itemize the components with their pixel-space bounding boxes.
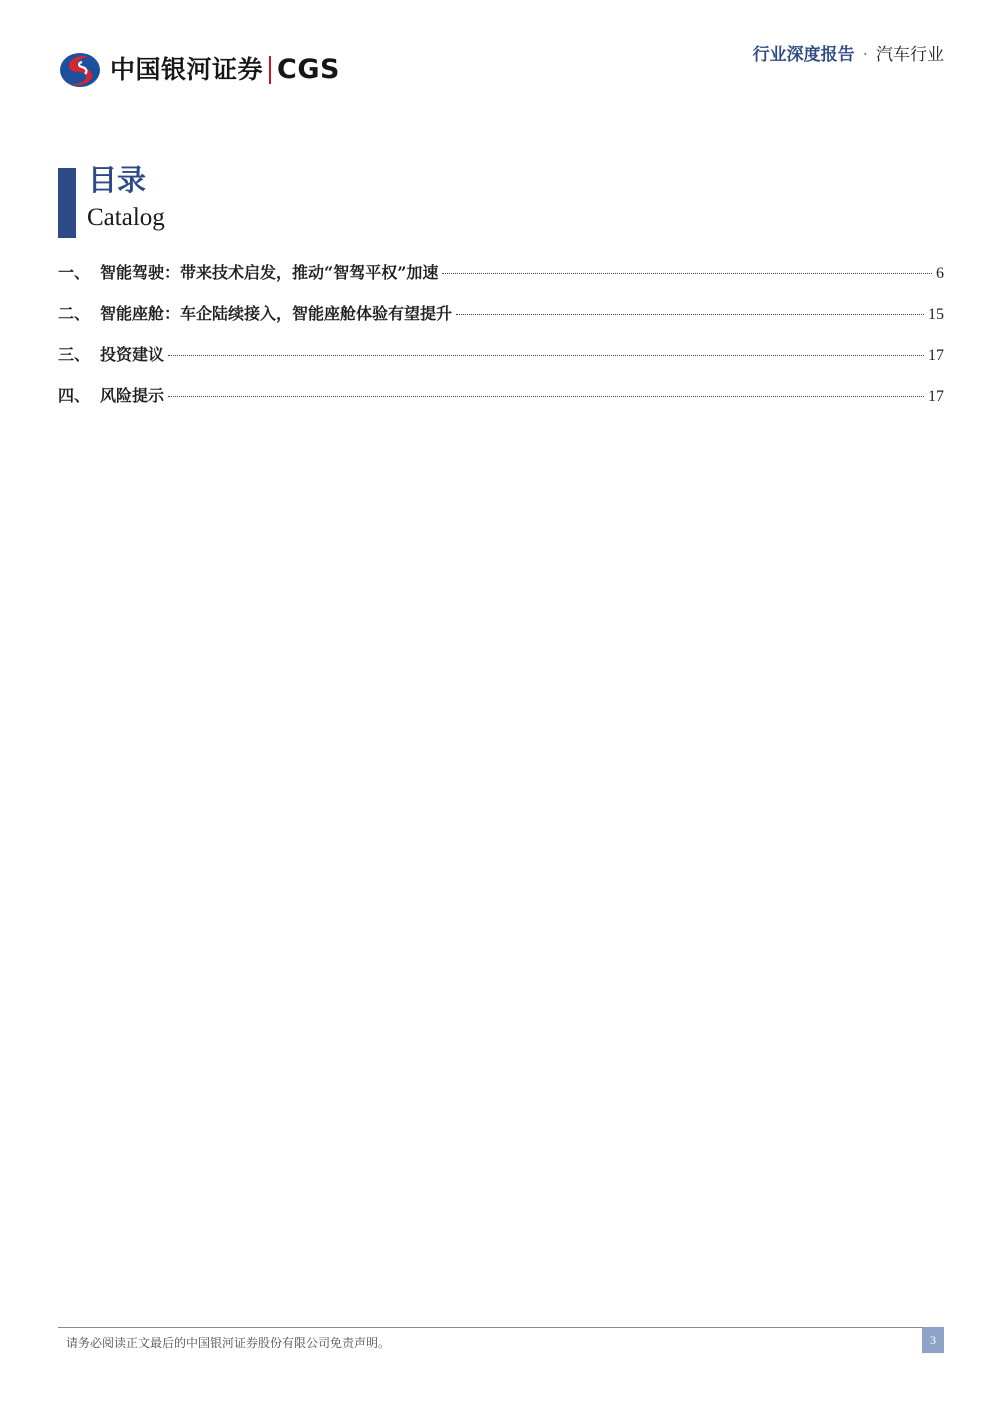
- table-of-contents: [58, 260, 944, 424]
- toc-entry-page: 17: [928, 388, 944, 405]
- toc-entry-number: 四、: [58, 386, 91, 405]
- logo-divider: [269, 56, 271, 84]
- page-number-badge: 3: [922, 1327, 944, 1353]
- company-logo: [58, 50, 340, 90]
- toc-entry-title: 智能座舱：车企陆续接入，智能座舱体验有望提升: [100, 304, 453, 323]
- toc-entry[interactable]: [58, 342, 944, 383]
- page-header: [0, 0, 992, 100]
- header-report-info: [753, 44, 944, 66]
- galaxy-logo-icon: [58, 50, 102, 90]
- page-footer: [58, 1325, 944, 1357]
- toc-entry-page: 17: [928, 347, 944, 364]
- toc-entry-title: 投资建议: [100, 345, 165, 364]
- report-type: 行业深度报告: [752, 45, 855, 65]
- logo-english-name: CGS: [277, 54, 340, 85]
- toc-dot-leader: [168, 354, 924, 356]
- toc-entry-title: 风险提示: [100, 386, 165, 405]
- toc-dot-leader: [442, 272, 932, 274]
- footer-disclaimer: 请务必阅读正文最后的中国银河证券股份有限公司免责声明。: [66, 1336, 391, 1350]
- header-separator: ·: [862, 45, 868, 65]
- logo-chinese-name: 中国银河证券: [110, 55, 264, 84]
- toc-entry-page: 6: [936, 265, 944, 282]
- toc-dot-leader: [168, 395, 924, 397]
- toc-dot-leader: [456, 313, 924, 315]
- footer-rule: [58, 1327, 944, 1328]
- catalog-title-cn: 目录: [88, 163, 147, 197]
- toc-entry-number: 三、: [58, 345, 91, 364]
- toc-entry-number: 二、: [58, 304, 91, 323]
- report-industry: 汽车行业: [876, 45, 944, 65]
- catalog-accent-bar: [58, 168, 76, 238]
- toc-entry-title: 智能驾驶：带来技术启发，推动“智驾平权”加速: [100, 263, 439, 282]
- toc-entry[interactable]: [58, 260, 944, 301]
- toc-entry-number: 一、: [58, 263, 91, 282]
- catalog-heading: [58, 163, 458, 238]
- toc-entry[interactable]: [58, 383, 944, 424]
- toc-entry-page: 15: [928, 306, 944, 323]
- toc-entry[interactable]: [58, 301, 944, 342]
- catalog-title-en: Catalog: [87, 204, 165, 231]
